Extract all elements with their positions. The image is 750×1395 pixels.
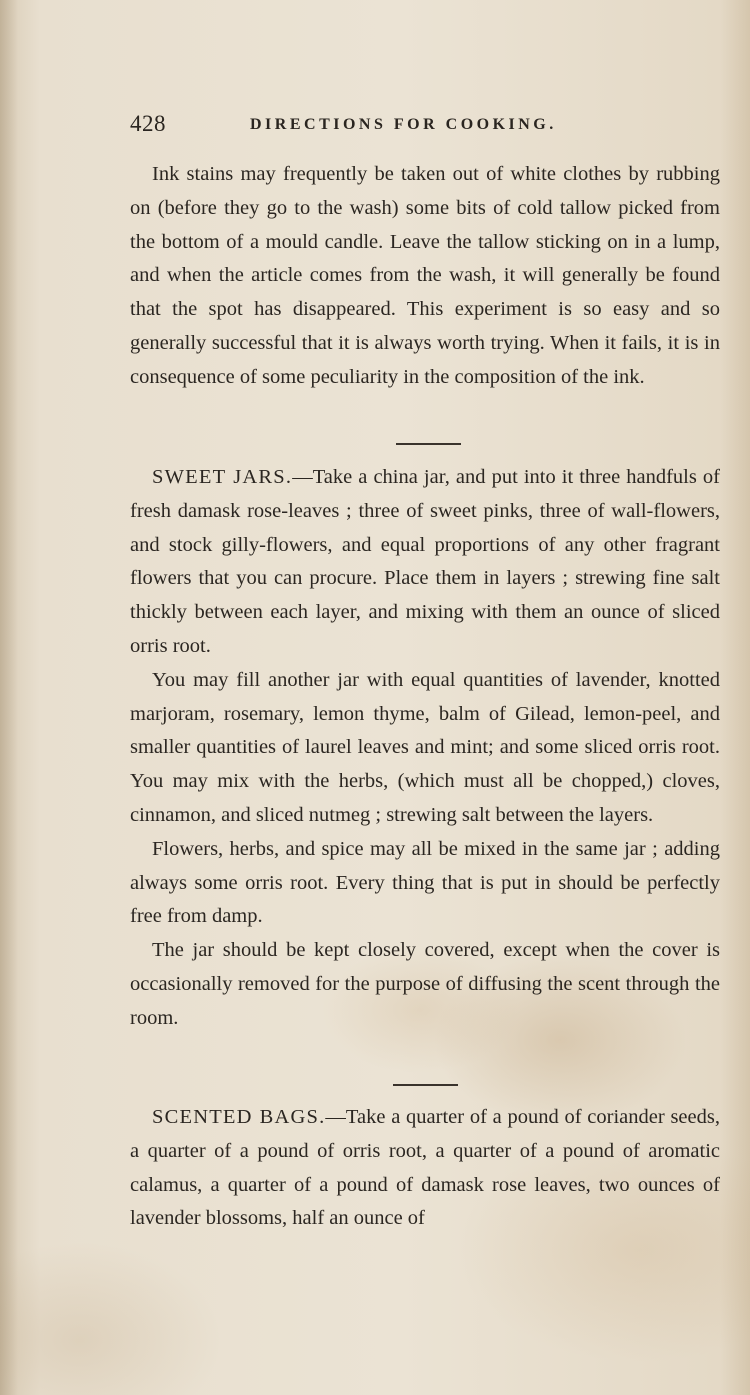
sweet-jars-paragraph-1 (130, 461, 720, 664)
section-divider (393, 1084, 458, 1086)
scented-bags-paragraph (130, 1101, 720, 1236)
scented-bags-heading: SCENTED BAGS. (152, 1106, 326, 1128)
page-number: 428 (130, 111, 166, 136)
sweet-jars-section (130, 461, 720, 1036)
scented-bags-text: —Take a quarter of a pound of coriander seeds, a quarter of a pound of orris root, a quarter of a pound of aromatic calamus, a quarter of a pound of damask rose leaves, two ounces of lavender blossoms, half an ounce of (130, 1106, 720, 1230)
scented-bags-section (130, 1101, 720, 1236)
sweet-jars-paragraph-4: The jar should be kept closely covered, except when the cover is occasionally removed for the purpose of diffusing the scent through the room. (130, 939, 720, 1029)
sweet-jars-paragraph-3: Flowers, herbs, and spice may all be mixed in the same jar ; adding always some orris root. Every thing that is put in should be perfectly free from damp. (130, 837, 720, 928)
spine-shadow (0, 0, 18, 1395)
sweet-jars-heading: SWEET JARS. (152, 466, 293, 488)
section-divider (396, 443, 461, 445)
sweet-jars-text-1: —Take a china jar, and put into it three handfuls of fresh damask rose-leaves ; three of sweet pinks, three of wall-flowers, and stock gilly-flowers, and equal proportions of any other fragrant flowers that you can procure. Place them in layers ; strewing fine salt thickly between each layer, and mixing with them an ounce of sliced orris root. (130, 466, 720, 657)
sweet-jars-paragraph-2: You may fill another jar with equal quantities of lavender, knotted marjoram, rosemary, lemon thyme, balm of Gilead, lemon-peel, and smaller quantities of laurel leaves and mint; and some sliced orris root. You may mix with the herbs, (which must all be chopped,) cloves, cinnamon, and sliced nutmeg ; strewing salt between the layers. (130, 668, 720, 826)
running-head: DIRECTIONS FOR COOKING. (250, 116, 557, 133)
ink-stains-section (130, 158, 720, 395)
ink-stains-paragraph: Ink stains may frequently be taken out of white clothes by rubbing on (before they go to the wash) some bits of cold tallow picked from the bottom of a mould candle. Leave the tallow sticking on in a lump, and when the article comes from the wash, it will generally be found that the spot has disappeared. This experiment is so easy and so generally successful that it is always worth trying. When it fails, it is in consequence of some peculiarity in the composition of the ink. (130, 163, 720, 388)
page-header (130, 111, 720, 141)
